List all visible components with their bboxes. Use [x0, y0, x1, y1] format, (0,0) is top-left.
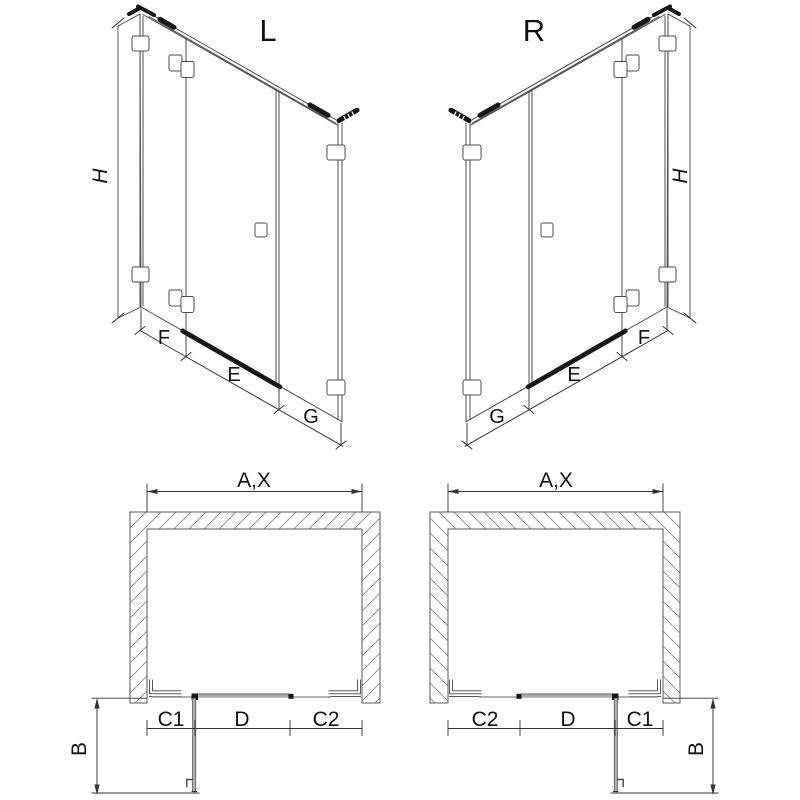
door-swing-label-right: B: [685, 741, 708, 757]
seg-c1-label-right: C1: [626, 708, 654, 731]
opening-width-label-right: A,X: [539, 469, 573, 492]
door-e-label-right: E: [567, 364, 581, 386]
seg-c1-label-left: C1: [157, 708, 185, 731]
plan-view-right-variant: [244, 484, 800, 795]
door-e-label-left: E: [227, 364, 241, 386]
panel-g-label-left: G: [303, 406, 319, 428]
panel-g-label-right: G: [489, 406, 505, 428]
variant-label-left: L: [259, 13, 277, 48]
seg-d-label-right: D: [560, 708, 576, 731]
seg-d-label-left: D: [234, 708, 250, 731]
variant-label-right: R: [522, 13, 546, 48]
seg-c2-label-left: C2: [312, 708, 340, 731]
door-swing-label-left: B: [68, 741, 91, 757]
height-label-left: H: [89, 168, 112, 184]
seg-c2-label-right: C2: [471, 708, 499, 731]
height-label-right: H: [669, 168, 692, 184]
opening-width-label-left: A,X: [237, 469, 271, 492]
panel-f-label-left: F: [157, 327, 171, 349]
panel-f-label-right: F: [637, 327, 651, 349]
